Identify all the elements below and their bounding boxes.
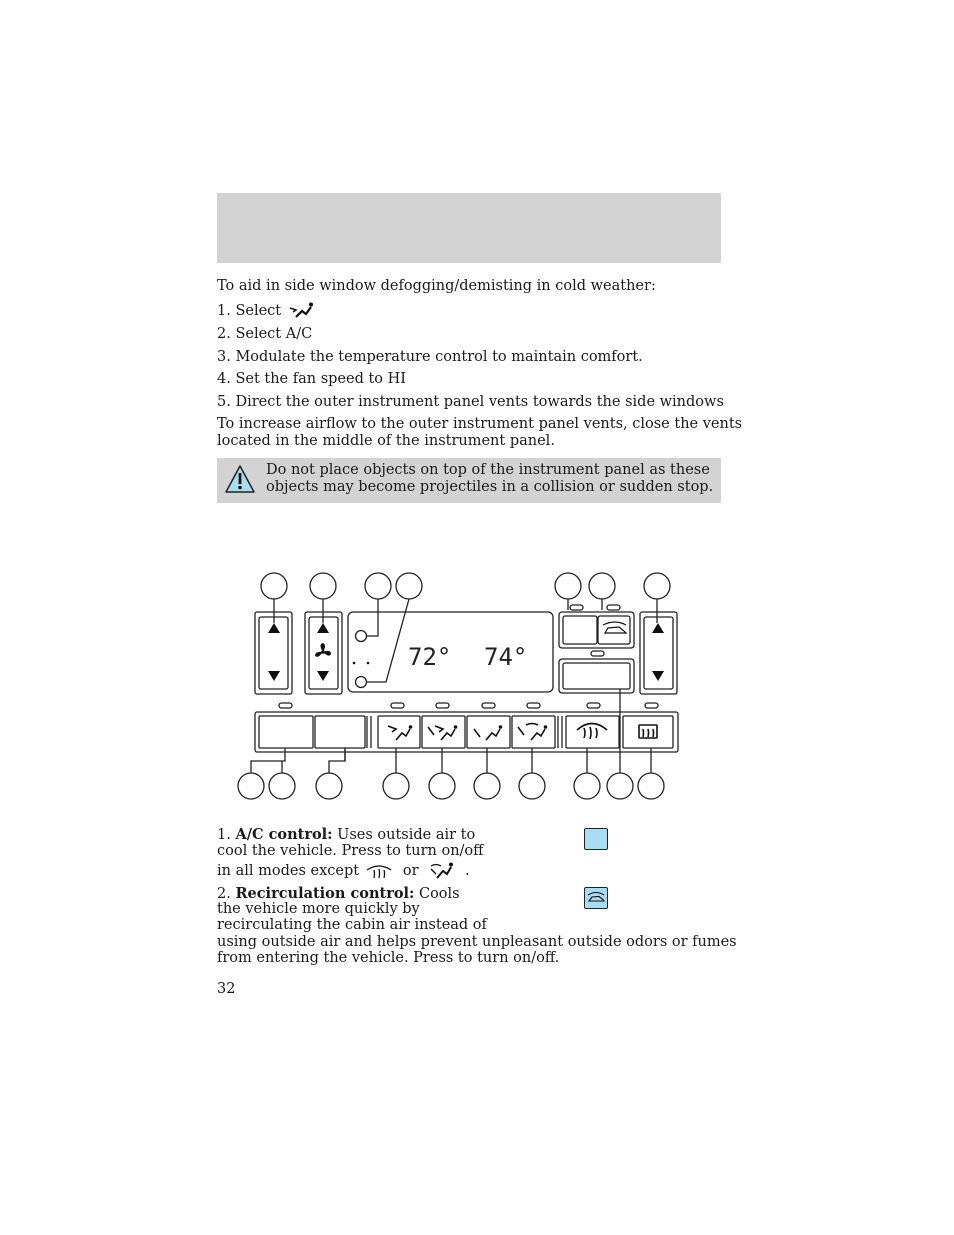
callout-circle: [310, 573, 336, 599]
page-number: 32: [217, 981, 236, 997]
callout-circle: [261, 573, 287, 599]
recirc-control-line-4: using outside air and helps prevent unpleasant outside odors or fumes: [217, 934, 737, 950]
step-4: 4. Set the fan speed to HI: [217, 371, 407, 387]
header-band: [217, 193, 721, 263]
step-2: 2. Select A/C: [217, 326, 313, 342]
callout-circle: [644, 573, 670, 599]
callout-circle: [607, 773, 633, 799]
ac-control-end: .: [465, 863, 470, 879]
warning-line-2: objects may become projectiles in a collision or sudden stop.: [266, 478, 714, 495]
step-1-text: 1. Select: [217, 303, 282, 319]
step-1: [217, 302, 316, 320]
ac-control-title: A/C control:: [235, 826, 333, 843]
warning-text: [266, 462, 713, 495]
panel-floor-mode-icon: [428, 726, 455, 740]
recirc-control-line-5: from entering the vehicle. Press to turn on/off.: [217, 950, 560, 966]
warning-line-1: Do not place objects on top of the instrument panel as these: [266, 462, 710, 478]
callout-circle: [238, 773, 264, 799]
recirc-control-line-2: the vehicle more quickly by: [217, 901, 420, 917]
ac-control-line-3-row: [217, 862, 470, 880]
callout-circle: [589, 573, 615, 599]
step-3: 3. Modulate the temperature control to maintain comfort.: [217, 349, 643, 365]
ac-control-line-1: Uses outside air to: [332, 827, 476, 843]
defrost-floor-mode-icon: [286, 302, 316, 320]
callout-circle: [638, 773, 664, 799]
recirc-control-line-1: Cools: [414, 886, 460, 902]
recirc-control-line-3: recirculating the cabin air instead of: [217, 917, 487, 933]
warning-triangle-icon: [224, 464, 256, 494]
rear-defrost-icon: [639, 725, 657, 738]
callout-circle: [316, 773, 342, 799]
airflow-line-1: To increase airflow to the outer instrument panel vents, close the vents: [217, 416, 743, 432]
callout-circle: [383, 773, 409, 799]
callout-circle: [555, 573, 581, 599]
ac-button-icon: [584, 828, 608, 850]
callout-circle: [519, 773, 545, 799]
climate-control-diagram: [230, 565, 690, 805]
recirc-car-icon: [603, 622, 626, 633]
recirc-control-title: Recirculation control:: [235, 885, 415, 902]
floor-defrost-mode-icon: [518, 724, 545, 741]
temp-right-display: 74°: [484, 643, 528, 671]
defrost-icon: [577, 724, 607, 740]
recirc-button-icon: [584, 887, 608, 909]
recirc-control-number: 2.: [217, 886, 231, 902]
warning-box: [217, 458, 721, 503]
callout-circle: [396, 573, 422, 599]
callout-circle: [269, 773, 295, 799]
temp-left-display: 72°: [408, 643, 452, 671]
ac-control-line-3: in all modes except: [217, 863, 360, 879]
defrost-icon: [364, 863, 394, 879]
floor-defrost-mode-icon: [428, 862, 456, 880]
callout-circle: [365, 573, 391, 599]
callout-circle: [474, 773, 500, 799]
fan-icon: [315, 643, 331, 657]
panel-mode-icon: [388, 726, 410, 740]
airflow-line-2: located in the middle of the instrument panel.: [217, 433, 555, 449]
ac-control-or: or: [402, 863, 419, 879]
recirc-car-icon: [585, 888, 607, 908]
ac-control-para: [217, 826, 475, 844]
ac-control-number: 1.: [217, 827, 231, 843]
ac-control-line-2: cool the vehicle. Press to turn on/off: [217, 843, 484, 859]
step-5: 5. Direct the outer instrument panel vents towards the side windows: [217, 394, 724, 410]
intro-text: To aid in side window defogging/demisting in cold weather:: [217, 278, 656, 294]
callout-circle: [429, 773, 455, 799]
floor-mode-icon: [474, 729, 500, 740]
callout-circle: [574, 773, 600, 799]
